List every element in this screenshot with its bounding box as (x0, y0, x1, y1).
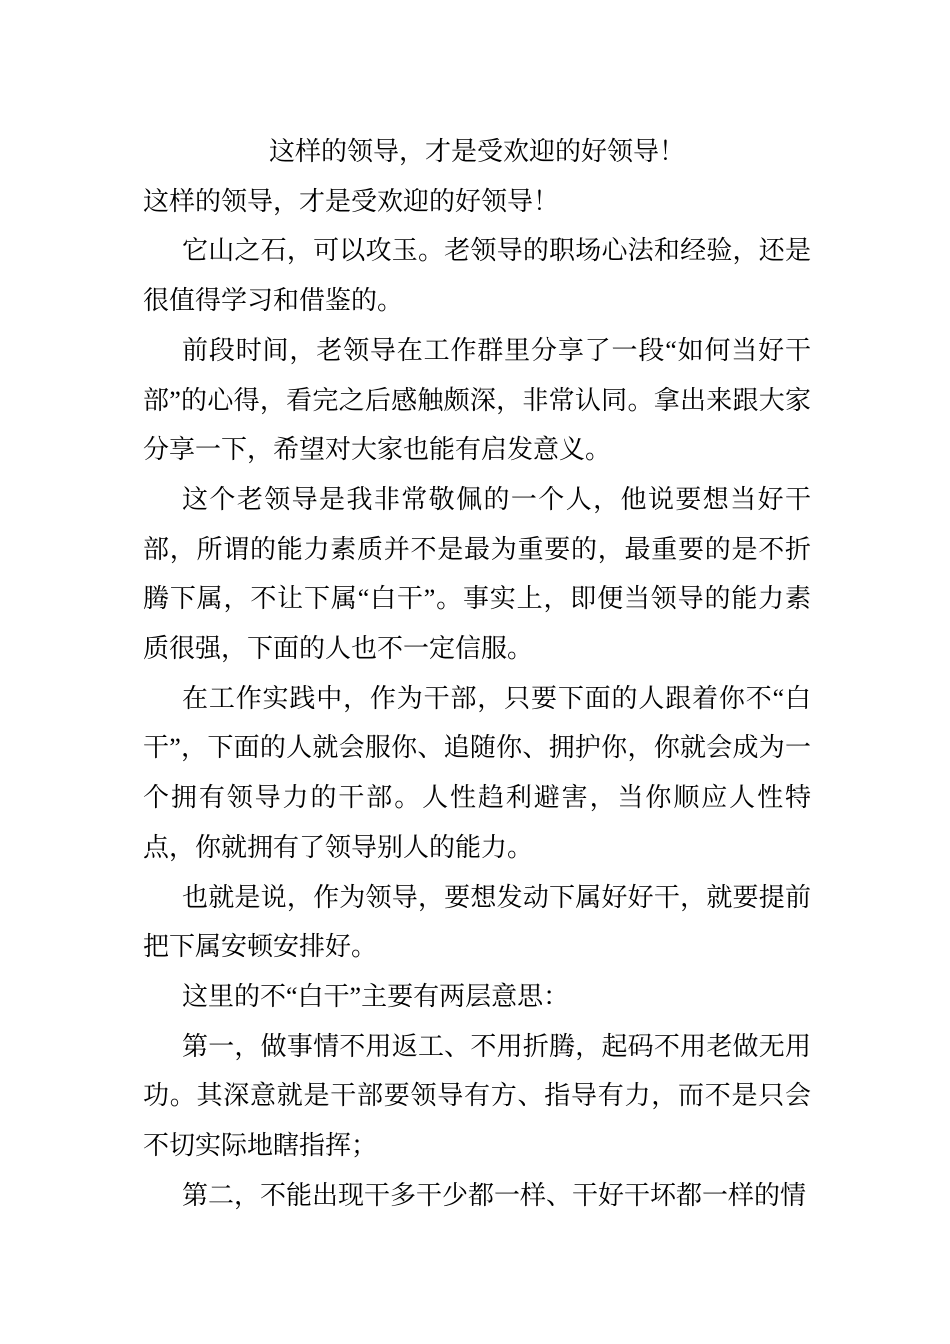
paragraph: 它山之石，可以攻玉。老领导的职场心法和经验，还是很值得学习和借鉴的。 (143, 236, 811, 316)
paragraph: 在工作实践中，作为干部，只要下面的人跟着你不“白干”，下面的人就会服你、追随你、拥护你，你就会成为一个拥有领导力的干部。人性趋利避害，当你顺应人性特点，你就拥有了领导别人的能力。 (143, 683, 811, 862)
paragraph: 前段时间，老领导在工作群里分享了一段“如何当好干部”的心得，看完之后感触颇深，非常认同。拿出来跟大家分享一下，希望对大家也能有启发意义。 (143, 335, 811, 465)
paragraph: 第一，做事情不用返工、不用折腾，起码不用老做无用功。其深意就是干部要领导有方、指导有力，而不是只会不切实际地瞎指挥； (143, 1031, 811, 1161)
paragraph: 也就是说，作为领导，要想发动下属好好干，就要提前把下属安顿安排好。 (143, 882, 811, 962)
document-title: 这样的领导，才是受欢迎的好领导！ (268, 137, 685, 166)
paragraph: 这里的不“白干”主要有两层意思： (182, 981, 570, 1011)
paragraph: 第二，不能出现干多干少都一样、干好干坏都一样的情 (182, 1180, 807, 1210)
paragraph: 这个老领导是我非常敬佩的一个人，他说要想当好干部，所谓的能力素质并不是最为重要的，最重要的是不折腾下属，不让下属“白干”。事实上，即便当领导的能力素质很强，下面的人也不一定信服。 (143, 484, 811, 664)
paragraph: 这样的领导，才是受欢迎的好领导！ (143, 186, 560, 216)
